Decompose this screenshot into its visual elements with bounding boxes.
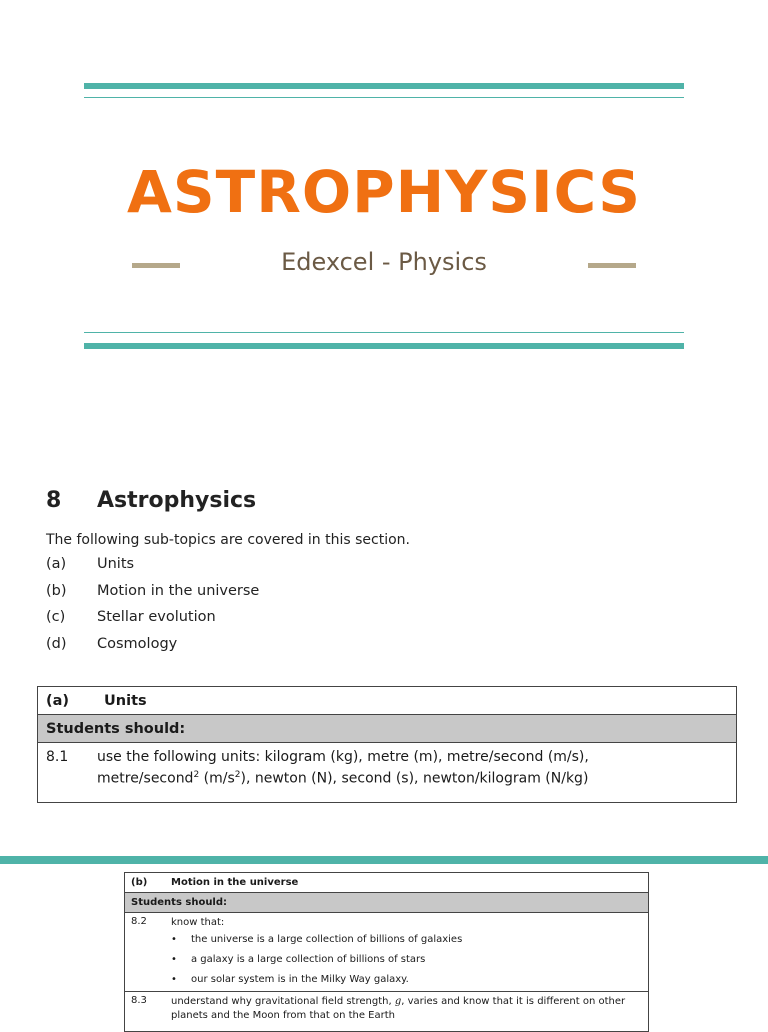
bottom-rule-thin <box>84 332 684 333</box>
table-header <box>125 873 648 893</box>
bullet-text: a galaxy is a large collection of billions of stars <box>191 954 426 965</box>
spec-point-text <box>171 992 648 1023</box>
list-item <box>46 636 259 663</box>
table-row <box>38 743 736 788</box>
spec-text-line1: use the following units: kilogram (kg), metre (m), metre/second (m/s), <box>97 749 589 765</box>
bullet-icon: • <box>171 954 177 965</box>
students-should-row: Students should: <box>125 893 648 913</box>
cover-subtitle: Edexcel - Physics <box>281 248 487 276</box>
table-label: (a) <box>46 692 70 709</box>
spec-text-segment: (m/s <box>199 770 235 787</box>
spec-text-segment: , varies and know that it is different on other planets and the Moon from that on the Earth <box>171 996 626 1021</box>
bullet-item <box>171 970 644 990</box>
section-number: 8 <box>46 488 62 513</box>
subtopic-list <box>46 556 259 663</box>
table-title: Units <box>104 692 147 709</box>
spec-text-segment: metre/second <box>97 770 194 787</box>
right-dash-decoration <box>588 263 636 268</box>
section-title: Astrophysics <box>97 488 257 513</box>
page-divider <box>0 856 768 864</box>
superscript: 2 <box>193 770 200 780</box>
subtopic-text: Units <box>97 556 135 572</box>
list-item <box>46 583 259 610</box>
spec-intro-text: know that: <box>171 917 225 928</box>
top-rule-thin <box>84 97 684 98</box>
section-heading <box>46 488 256 513</box>
table-label: (b) <box>131 877 148 888</box>
spec-text-segment: ), newton (N), second (s), newton/kilogram (N/kg) <box>240 770 589 787</box>
spec-point-number: 8.2 <box>131 916 147 927</box>
bullet-item <box>171 950 644 970</box>
bullet-icon: • <box>171 934 177 945</box>
bullet-text: the universe is a large collection of billions of galaxies <box>191 934 463 945</box>
spec-point-text <box>171 913 648 991</box>
section-intro: The following sub-topics are covered in this section. <box>46 532 410 548</box>
subtopic-label: (a) <box>46 556 67 572</box>
bottom-rule-thick <box>84 343 684 349</box>
spec-point-text <box>97 748 736 788</box>
table-title: Motion in the universe <box>171 877 299 888</box>
list-item <box>46 609 259 636</box>
spec-text-segment: understand why gravitational field strength, <box>171 996 395 1007</box>
units-table <box>37 686 737 803</box>
subtopic-label: (d) <box>46 636 67 653</box>
superscript: 2 <box>234 770 241 780</box>
table-header <box>38 687 736 715</box>
table-row <box>125 913 648 992</box>
cover-title: ASTROPHYSICS <box>126 158 641 226</box>
spec-point-number: 8.1 <box>46 749 69 765</box>
bullet-icon: • <box>171 974 177 985</box>
bullet-text: our solar system is in the Milky Way galaxy. <box>191 974 409 985</box>
subtopic-label: (c) <box>46 609 66 626</box>
bullet-item <box>171 930 644 950</box>
list-item <box>46 556 259 583</box>
students-should-row: Students should: <box>38 715 736 743</box>
motion-table <box>124 872 649 1032</box>
spec-point-number: 8.3 <box>131 995 147 1006</box>
subtopic-text: Cosmology <box>97 636 178 653</box>
subtopic-text: Stellar evolution <box>97 609 216 626</box>
subtopic-label: (b) <box>46 582 67 599</box>
variable-g: g <box>394 996 402 1007</box>
top-rule-thick <box>84 83 684 89</box>
table-row <box>125 992 648 1023</box>
subtopic-text: Motion in the universe <box>97 582 260 599</box>
